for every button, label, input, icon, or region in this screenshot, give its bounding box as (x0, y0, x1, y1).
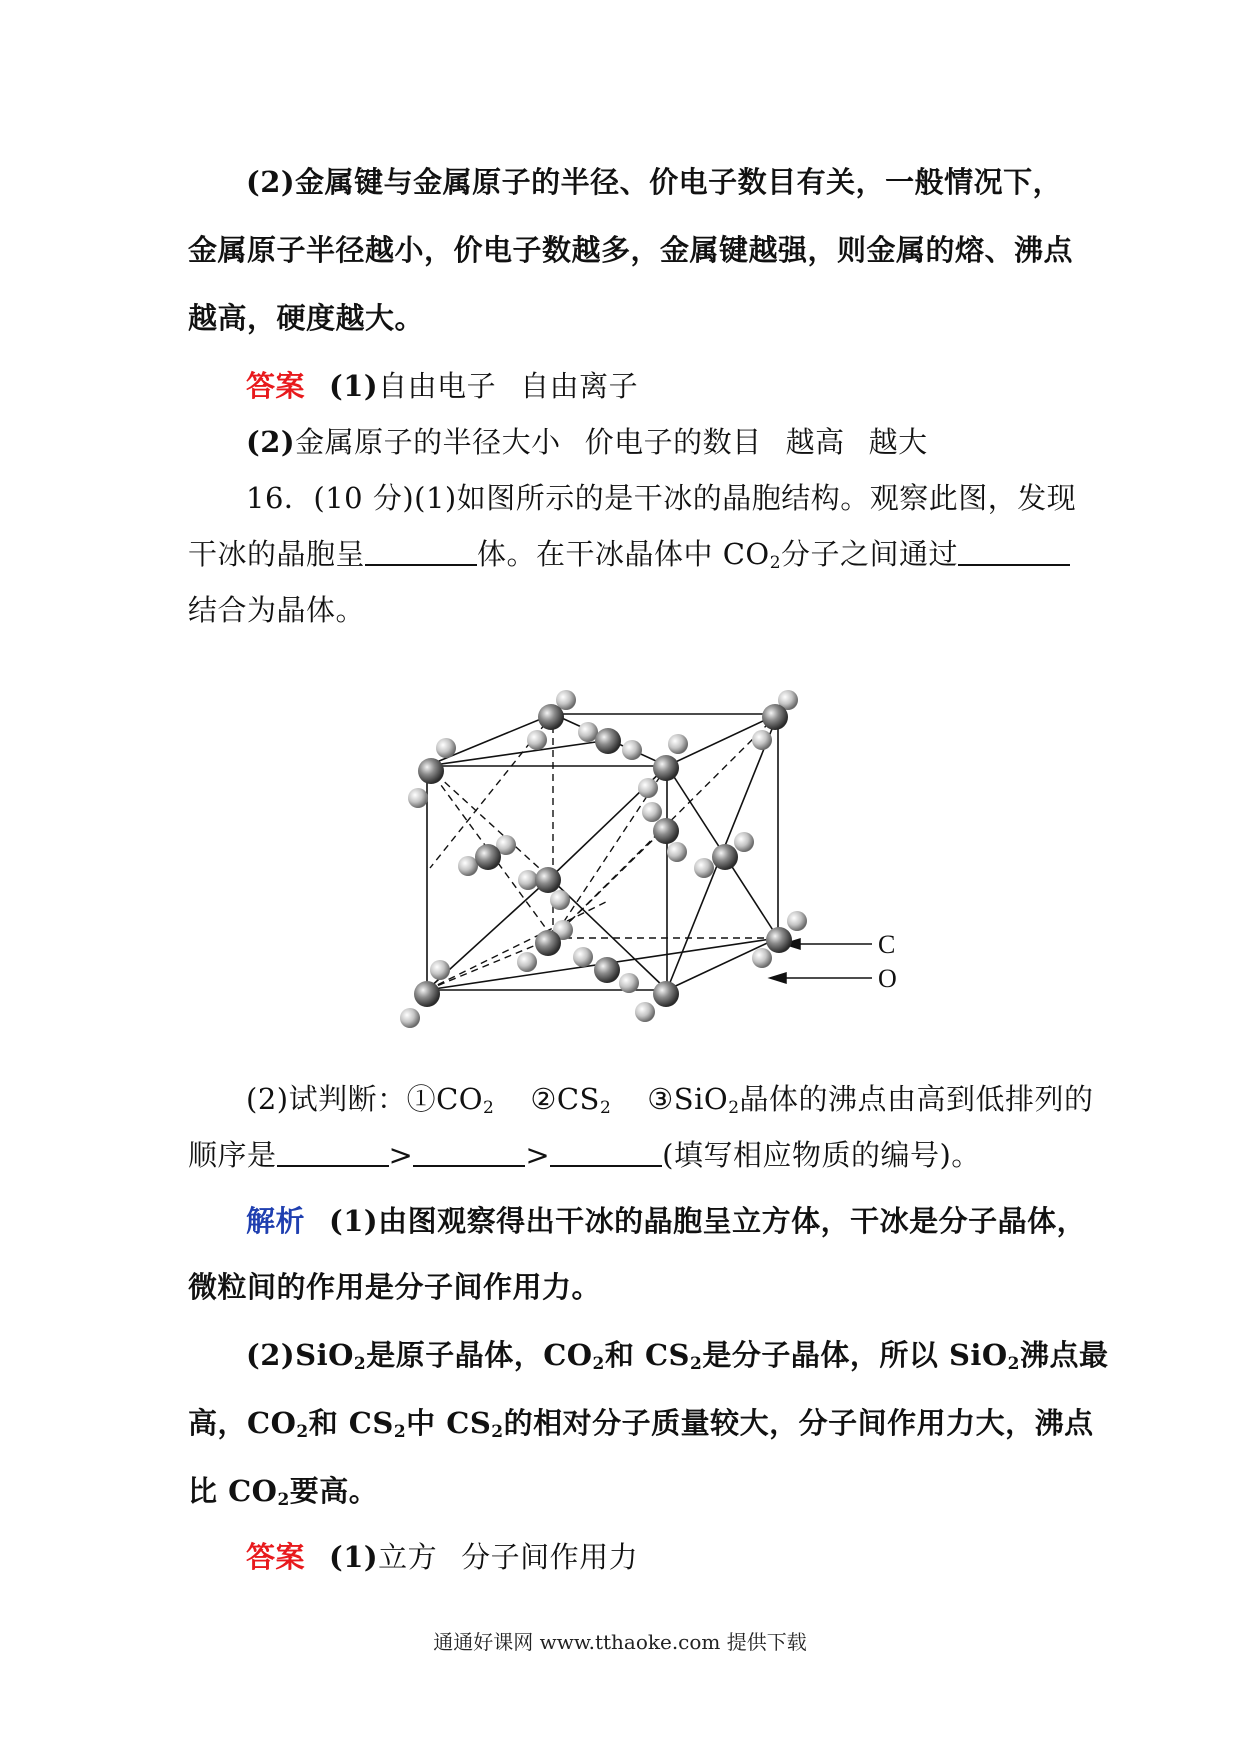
question-text: 干冰的晶胞呈 (188, 537, 366, 571)
analysis-text: 和 CS (308, 1406, 394, 1440)
analysis-text: 要高。 (289, 1474, 379, 1508)
answer-blank[interactable] (277, 1141, 389, 1167)
oxygen-atoms (400, 690, 807, 1028)
answer-text: 立方 (378, 1540, 438, 1574)
subscript: 2 (769, 553, 782, 573)
question-line (246, 1077, 1094, 1118)
answer-number: (1) (329, 369, 379, 403)
cube-edges (427, 714, 778, 990)
subscript: 2 (353, 1354, 367, 1374)
analysis-line (188, 1401, 1094, 1442)
subscript: 2 (491, 1422, 504, 1442)
question-line (188, 532, 1070, 573)
question-line: 16．(10 分)(1)如图所示的是干冰的晶胞结构。观察此图，发现 (246, 481, 1077, 515)
answer-text: 分子间作用力 (461, 1540, 639, 1574)
question-text: 体。在干冰晶体中 CO (477, 537, 770, 571)
question-text: ②CS (530, 1082, 600, 1116)
answer-text: 自由电子 (378, 369, 497, 403)
answer-blank[interactable] (550, 1141, 662, 1167)
paragraph-line: 越高，硬度越大。 (188, 301, 425, 335)
question-line: 结合为晶体。 (188, 593, 366, 627)
question-text: 分子之间通过 (781, 537, 959, 571)
hidden-edges (427, 714, 778, 990)
answer-text: 自由离子 (520, 369, 639, 403)
paragraph-line: (2)金属键与金属原子的半径、价电子数目有关，一般情况下， (246, 165, 1063, 199)
subscript: 2 (592, 1354, 605, 1374)
subscript: 2 (277, 1490, 290, 1510)
analysis-text: 和 CS (604, 1338, 690, 1372)
carbon-label: C (878, 930, 896, 959)
analysis-text: 是分子晶体，所以 SiO (702, 1338, 1008, 1372)
question-text: ③SiO (647, 1082, 729, 1116)
answer-blank[interactable] (413, 1141, 525, 1167)
analysis-text: 是原子晶体，CO (366, 1338, 593, 1372)
answer-label: 答案 (246, 369, 306, 403)
analysis-label: 解析 (246, 1204, 306, 1238)
paragraph-line: 金属原子半径越小，价电子数越多，金属键越强，则金属的熔、沸点 (188, 233, 1074, 267)
subscript: 2 (599, 1098, 612, 1118)
answer-line (246, 420, 928, 461)
answer-blank[interactable] (958, 540, 1070, 566)
carbon-atoms (414, 704, 792, 1007)
answer-number: (2) (246, 425, 296, 459)
analysis-text: 沸点最 (1020, 1338, 1109, 1372)
analysis-text: 的相对分子质量较大，分子间作用力大，沸点 (503, 1406, 1094, 1440)
subscript: 2 (296, 1422, 309, 1442)
subscript: 2 (393, 1422, 407, 1442)
question-text: 顺序是 (188, 1138, 277, 1172)
analysis-text: (1)由图观察得出干冰的晶胞呈立方体，干冰是分子晶体， (329, 1204, 1087, 1238)
subscript: 2 (1007, 1354, 1021, 1374)
answer-text: 越大 (868, 425, 928, 459)
answer-label: 答案 (246, 1540, 306, 1574)
question-text: 晶体的沸点由高到低排列的 (739, 1082, 1094, 1116)
analysis-text: 高，CO (188, 1406, 297, 1440)
answer-line (246, 364, 638, 405)
analysis-line (246, 1333, 1109, 1374)
subscript: 2 (483, 1098, 495, 1118)
analysis-line (188, 1469, 378, 1510)
greater-than: > (525, 1138, 551, 1172)
analysis-text: 比 CO (188, 1474, 278, 1508)
question-text: (2)试判断：①CO (246, 1082, 484, 1116)
question-text: (填写相应物质的编号)。 (662, 1138, 981, 1172)
analysis-line: 微粒间的作用是分子间作用力。 (188, 1270, 602, 1304)
answer-text: 越高 (785, 425, 845, 459)
answer-text: 价电子的数目 (584, 425, 762, 459)
analysis-text: (2)SiO (246, 1338, 354, 1372)
answer-number: (1) (329, 1540, 379, 1574)
answer-blank[interactable] (365, 540, 477, 566)
analysis-text: 中 CS (406, 1406, 492, 1440)
analysis-line (246, 1199, 1086, 1240)
oxygen-label: O (878, 964, 897, 993)
greater-than: > (388, 1138, 414, 1172)
footer-watermark: 通通好课网 www.tthaoke.com 提供下载 (433, 1630, 807, 1654)
answer-line (246, 1535, 638, 1576)
answer-text: 金属原子的半径大小 (295, 425, 561, 459)
pointer-arrows (770, 939, 872, 983)
subscript: 2 (690, 1354, 703, 1374)
subscript: 2 (728, 1098, 740, 1118)
question-line (188, 1133, 981, 1174)
